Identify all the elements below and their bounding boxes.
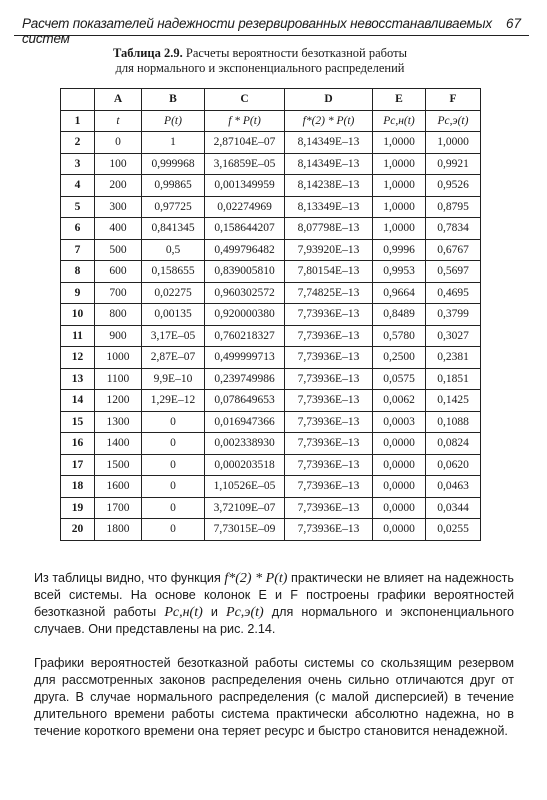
- table-cell: 0: [142, 497, 205, 519]
- table-cell: 900: [95, 325, 142, 347]
- table-cell: 1,0000: [373, 218, 426, 240]
- reliability-table: [60, 88, 481, 541]
- table-cell: 0,0824: [426, 433, 481, 455]
- table-cell: 0,158644207: [205, 218, 285, 240]
- table-cell: 1,0000: [373, 153, 426, 175]
- table-cell: 1400: [95, 433, 142, 455]
- table-body: [61, 89, 481, 541]
- table-row: [61, 390, 481, 412]
- running-head-title: Расчет показателей надежности резервированных невосстанавливаемых систем: [22, 16, 492, 46]
- table-caption: [60, 46, 460, 76]
- table-cell: 0,158655: [142, 261, 205, 283]
- table-row: [61, 433, 481, 455]
- variable-name: t: [95, 110, 142, 132]
- table-cell: 1300: [95, 411, 142, 433]
- row-number: 15: [61, 411, 95, 433]
- table-row: [61, 476, 481, 498]
- column-letter: B: [142, 89, 205, 111]
- paragraph-1-part-b: практически не влияет на надежность всей системы. На основе колонок E и F построены графики вероятностей безотказной работы: [34, 571, 514, 619]
- row-number: 14: [61, 390, 95, 412]
- table-cell: 8,14349E–13: [285, 132, 373, 154]
- table-cell: 0,016947366: [205, 411, 285, 433]
- row-number: 3: [61, 153, 95, 175]
- table-cell: 7,73936E–13: [285, 347, 373, 369]
- row-number: 16: [61, 433, 95, 455]
- row-number: 8: [61, 261, 95, 283]
- column-letter: D: [285, 89, 373, 111]
- table-row: [61, 497, 481, 519]
- table-cell: 0,00135: [142, 304, 205, 326]
- row-number: 1: [61, 110, 95, 132]
- table-cell: 0: [142, 519, 205, 541]
- running-head: [14, 13, 529, 46]
- table-cell: 0,02274969: [205, 196, 285, 218]
- row-number: 7: [61, 239, 95, 261]
- table-cell: 8,07798E–13: [285, 218, 373, 240]
- row-number: 11: [61, 325, 95, 347]
- table-cell: 8,14238E–13: [285, 175, 373, 197]
- table-cell: 0,1425: [426, 390, 481, 412]
- row-number: 12: [61, 347, 95, 369]
- table-row: [61, 304, 481, 326]
- table-cell: 0,3799: [426, 304, 481, 326]
- paragraph-2-text: Графики вероятностей безотказной работы системы со скользящим резервом для рассмотренных законов распределения очень сильно отличаются друг от друга. В случае нормального распределения (с малой дисперсией) в течение длительного времени работы система практически абсолютно надежна, но в течение короткого времени она теряет ресурс и быстро становится ненадежной.: [34, 656, 514, 738]
- column-letter: C: [205, 89, 285, 111]
- table-cell: 400: [95, 218, 142, 240]
- table-cell: 600: [95, 261, 142, 283]
- variable-name: f * P(t): [205, 110, 285, 132]
- table-cell: 0,0000: [373, 476, 426, 498]
- table-cell: 0,97725: [142, 196, 205, 218]
- table-cell: 0,499999713: [205, 347, 285, 369]
- table-cell: 1,0000: [373, 175, 426, 197]
- table-cell: 0,001349959: [205, 175, 285, 197]
- page-number: 67: [505, 16, 521, 31]
- row-number: 2: [61, 132, 95, 154]
- table-cell: 0,002338930: [205, 433, 285, 455]
- table-cell: 1800: [95, 519, 142, 541]
- row-number: 10: [61, 304, 95, 326]
- table-cell: 1,29E–12: [142, 390, 205, 412]
- table-cell: 700: [95, 282, 142, 304]
- table-cell: 0,3027: [426, 325, 481, 347]
- table-cell: 0,000203518: [205, 454, 285, 476]
- row-number: 9: [61, 282, 95, 304]
- column-letter: A: [95, 89, 142, 111]
- table-cell: 7,80154E–13: [285, 261, 373, 283]
- table-cell: 0,7834: [426, 218, 481, 240]
- table-cell: 0,0463: [426, 476, 481, 498]
- table-cell: 0,0000: [373, 433, 426, 455]
- table-row: [61, 196, 481, 218]
- table-cell: 100: [95, 153, 142, 175]
- table-row: [61, 368, 481, 390]
- table-cell: 7,73936E–13: [285, 497, 373, 519]
- table-cell: 0: [142, 433, 205, 455]
- table-cell: 7,73936E–13: [285, 325, 373, 347]
- table-cell: 0,760218327: [205, 325, 285, 347]
- table-cell: 0: [142, 411, 205, 433]
- variable-name: Pс,н(t): [373, 110, 426, 132]
- table-cell: 0,1851: [426, 368, 481, 390]
- variable-name: P(t): [142, 110, 205, 132]
- table-cell: 0,0575: [373, 368, 426, 390]
- table-cell: 0,0620: [426, 454, 481, 476]
- table-cell: 7,73936E–13: [285, 454, 373, 476]
- table-cell: 1600: [95, 476, 142, 498]
- table-cell: 1000: [95, 347, 142, 369]
- table-cell: 7,93920E–13: [285, 239, 373, 261]
- table-caption-label: Таблица 2.9.: [113, 46, 183, 60]
- row-number: 5: [61, 196, 95, 218]
- table-cell: 0,9996: [373, 239, 426, 261]
- table-row: [61, 411, 481, 433]
- table-cell: 0,920000380: [205, 304, 285, 326]
- column-letters-row: [61, 89, 481, 111]
- table-cell: 1: [142, 132, 205, 154]
- paragraph-1-part-c: для нормального и экспоненциального случаев. Они представлены на рис. 2.14.: [34, 605, 515, 636]
- table-row: [61, 132, 481, 154]
- table-cell: 300: [95, 196, 142, 218]
- formula-f2-p: f*(2) * P(t): [224, 571, 288, 586]
- table-cell: 8,14349E–13: [285, 153, 373, 175]
- table-row: [61, 239, 481, 261]
- table-cell: 0,841345: [142, 218, 205, 240]
- table-cell: 500: [95, 239, 142, 261]
- table-cell: 3,72109E–07: [205, 497, 285, 519]
- table-cell: 0,0255: [426, 519, 481, 541]
- table-cell: 0,4695: [426, 282, 481, 304]
- table-cell: 0,8795: [426, 196, 481, 218]
- row-number: 19: [61, 497, 95, 519]
- table-cell: 0,6767: [426, 239, 481, 261]
- table-cell: 2,87E–07: [142, 347, 205, 369]
- table-cell: 0,9953: [373, 261, 426, 283]
- table-cell: 0,078649653: [205, 390, 285, 412]
- paragraph-1-and: и: [210, 605, 218, 619]
- column-letter: F: [426, 89, 481, 111]
- table-row: [61, 261, 481, 283]
- table-cell: 200: [95, 175, 142, 197]
- table-cell: 2,87104E–07: [205, 132, 285, 154]
- table-cell: 7,73936E–13: [285, 411, 373, 433]
- table-cell: 1500: [95, 454, 142, 476]
- paragraph-1-part-a: Из таблицы видно, что функция: [34, 571, 221, 585]
- table-row: [61, 153, 481, 175]
- formula-pcn: Pс,н(t): [164, 605, 203, 620]
- table-cell: 0,9664: [373, 282, 426, 304]
- table-cell: 0,8489: [373, 304, 426, 326]
- table-cell: 0,5780: [373, 325, 426, 347]
- table-cell: 8,13349E–13: [285, 196, 373, 218]
- table-cell: 0,1088: [426, 411, 481, 433]
- table-cell: 1,0000: [373, 132, 426, 154]
- row-number: 18: [61, 476, 95, 498]
- table-cell: 0: [142, 454, 205, 476]
- row-number: 13: [61, 368, 95, 390]
- table-caption-text: Расчеты вероятности безотказной работы: [185, 46, 407, 60]
- table-cell: 800: [95, 304, 142, 326]
- table-cell: 1100: [95, 368, 142, 390]
- table-cell: 7,73936E–13: [285, 390, 373, 412]
- table-row: [61, 347, 481, 369]
- table-cell: 0,239749986: [205, 368, 285, 390]
- table-cell: 3,17E–05: [142, 325, 205, 347]
- table-cell: 1,10526E–05: [205, 476, 285, 498]
- table-row: [61, 519, 481, 541]
- table-cell: 0,2500: [373, 347, 426, 369]
- table-cell: 7,73936E–13: [285, 433, 373, 455]
- table-cell: 7,73936E–13: [285, 368, 373, 390]
- table-cell: 0,999968: [142, 153, 205, 175]
- variable-name: Pс,э(t): [426, 110, 481, 132]
- table-cell: 1,0000: [373, 196, 426, 218]
- table-row: [61, 175, 481, 197]
- table-cell: 0: [95, 132, 142, 154]
- table-cell: 7,73936E–13: [285, 519, 373, 541]
- row-number: 20: [61, 519, 95, 541]
- table-cell: 7,74825E–13: [285, 282, 373, 304]
- table-row: [61, 218, 481, 240]
- table-cell: 0,99865: [142, 175, 205, 197]
- variable-names-row: [61, 110, 481, 132]
- table-cell: 0,9921: [426, 153, 481, 175]
- table-cell: 3,16859E–05: [205, 153, 285, 175]
- table-cell: 7,73936E–13: [285, 476, 373, 498]
- table-cell: 0,0062: [373, 390, 426, 412]
- table-cell: 0,839005810: [205, 261, 285, 283]
- row-number: 4: [61, 175, 95, 197]
- table-cell: 0,0000: [373, 454, 426, 476]
- table-row: [61, 454, 481, 476]
- table-cell: 1700: [95, 497, 142, 519]
- table-cell: 1200: [95, 390, 142, 412]
- corner-cell: [61, 89, 95, 111]
- table-cell: 0,2381: [426, 347, 481, 369]
- table-caption-line2: для нормального и экспоненциального распределений: [115, 61, 405, 75]
- table-row: [61, 325, 481, 347]
- table-cell: 9,9E–10: [142, 368, 205, 390]
- table-cell: 0,02275: [142, 282, 205, 304]
- table-cell: 0,0344: [426, 497, 481, 519]
- table-cell: 7,73015E–09: [205, 519, 285, 541]
- paragraph-1: [34, 570, 514, 638]
- table-cell: 0,0000: [373, 497, 426, 519]
- table-cell: 0,960302572: [205, 282, 285, 304]
- column-letter: E: [373, 89, 426, 111]
- table-cell: 0,5: [142, 239, 205, 261]
- table-cell: 0,0003: [373, 411, 426, 433]
- formula-pce: Pс,э(t): [226, 605, 264, 620]
- table-cell: 0: [142, 476, 205, 498]
- paragraph-2: [34, 655, 514, 740]
- table-cell: 0,5697: [426, 261, 481, 283]
- table-row: [61, 282, 481, 304]
- table-cell: 0,9526: [426, 175, 481, 197]
- variable-name: f*(2) * P(t): [285, 110, 373, 132]
- table-cell: 1,0000: [426, 132, 481, 154]
- table-cell: 7,73936E–13: [285, 304, 373, 326]
- row-number: 6: [61, 218, 95, 240]
- table-cell: 0,499796482: [205, 239, 285, 261]
- table-cell: 0,0000: [373, 519, 426, 541]
- row-number: 17: [61, 454, 95, 476]
